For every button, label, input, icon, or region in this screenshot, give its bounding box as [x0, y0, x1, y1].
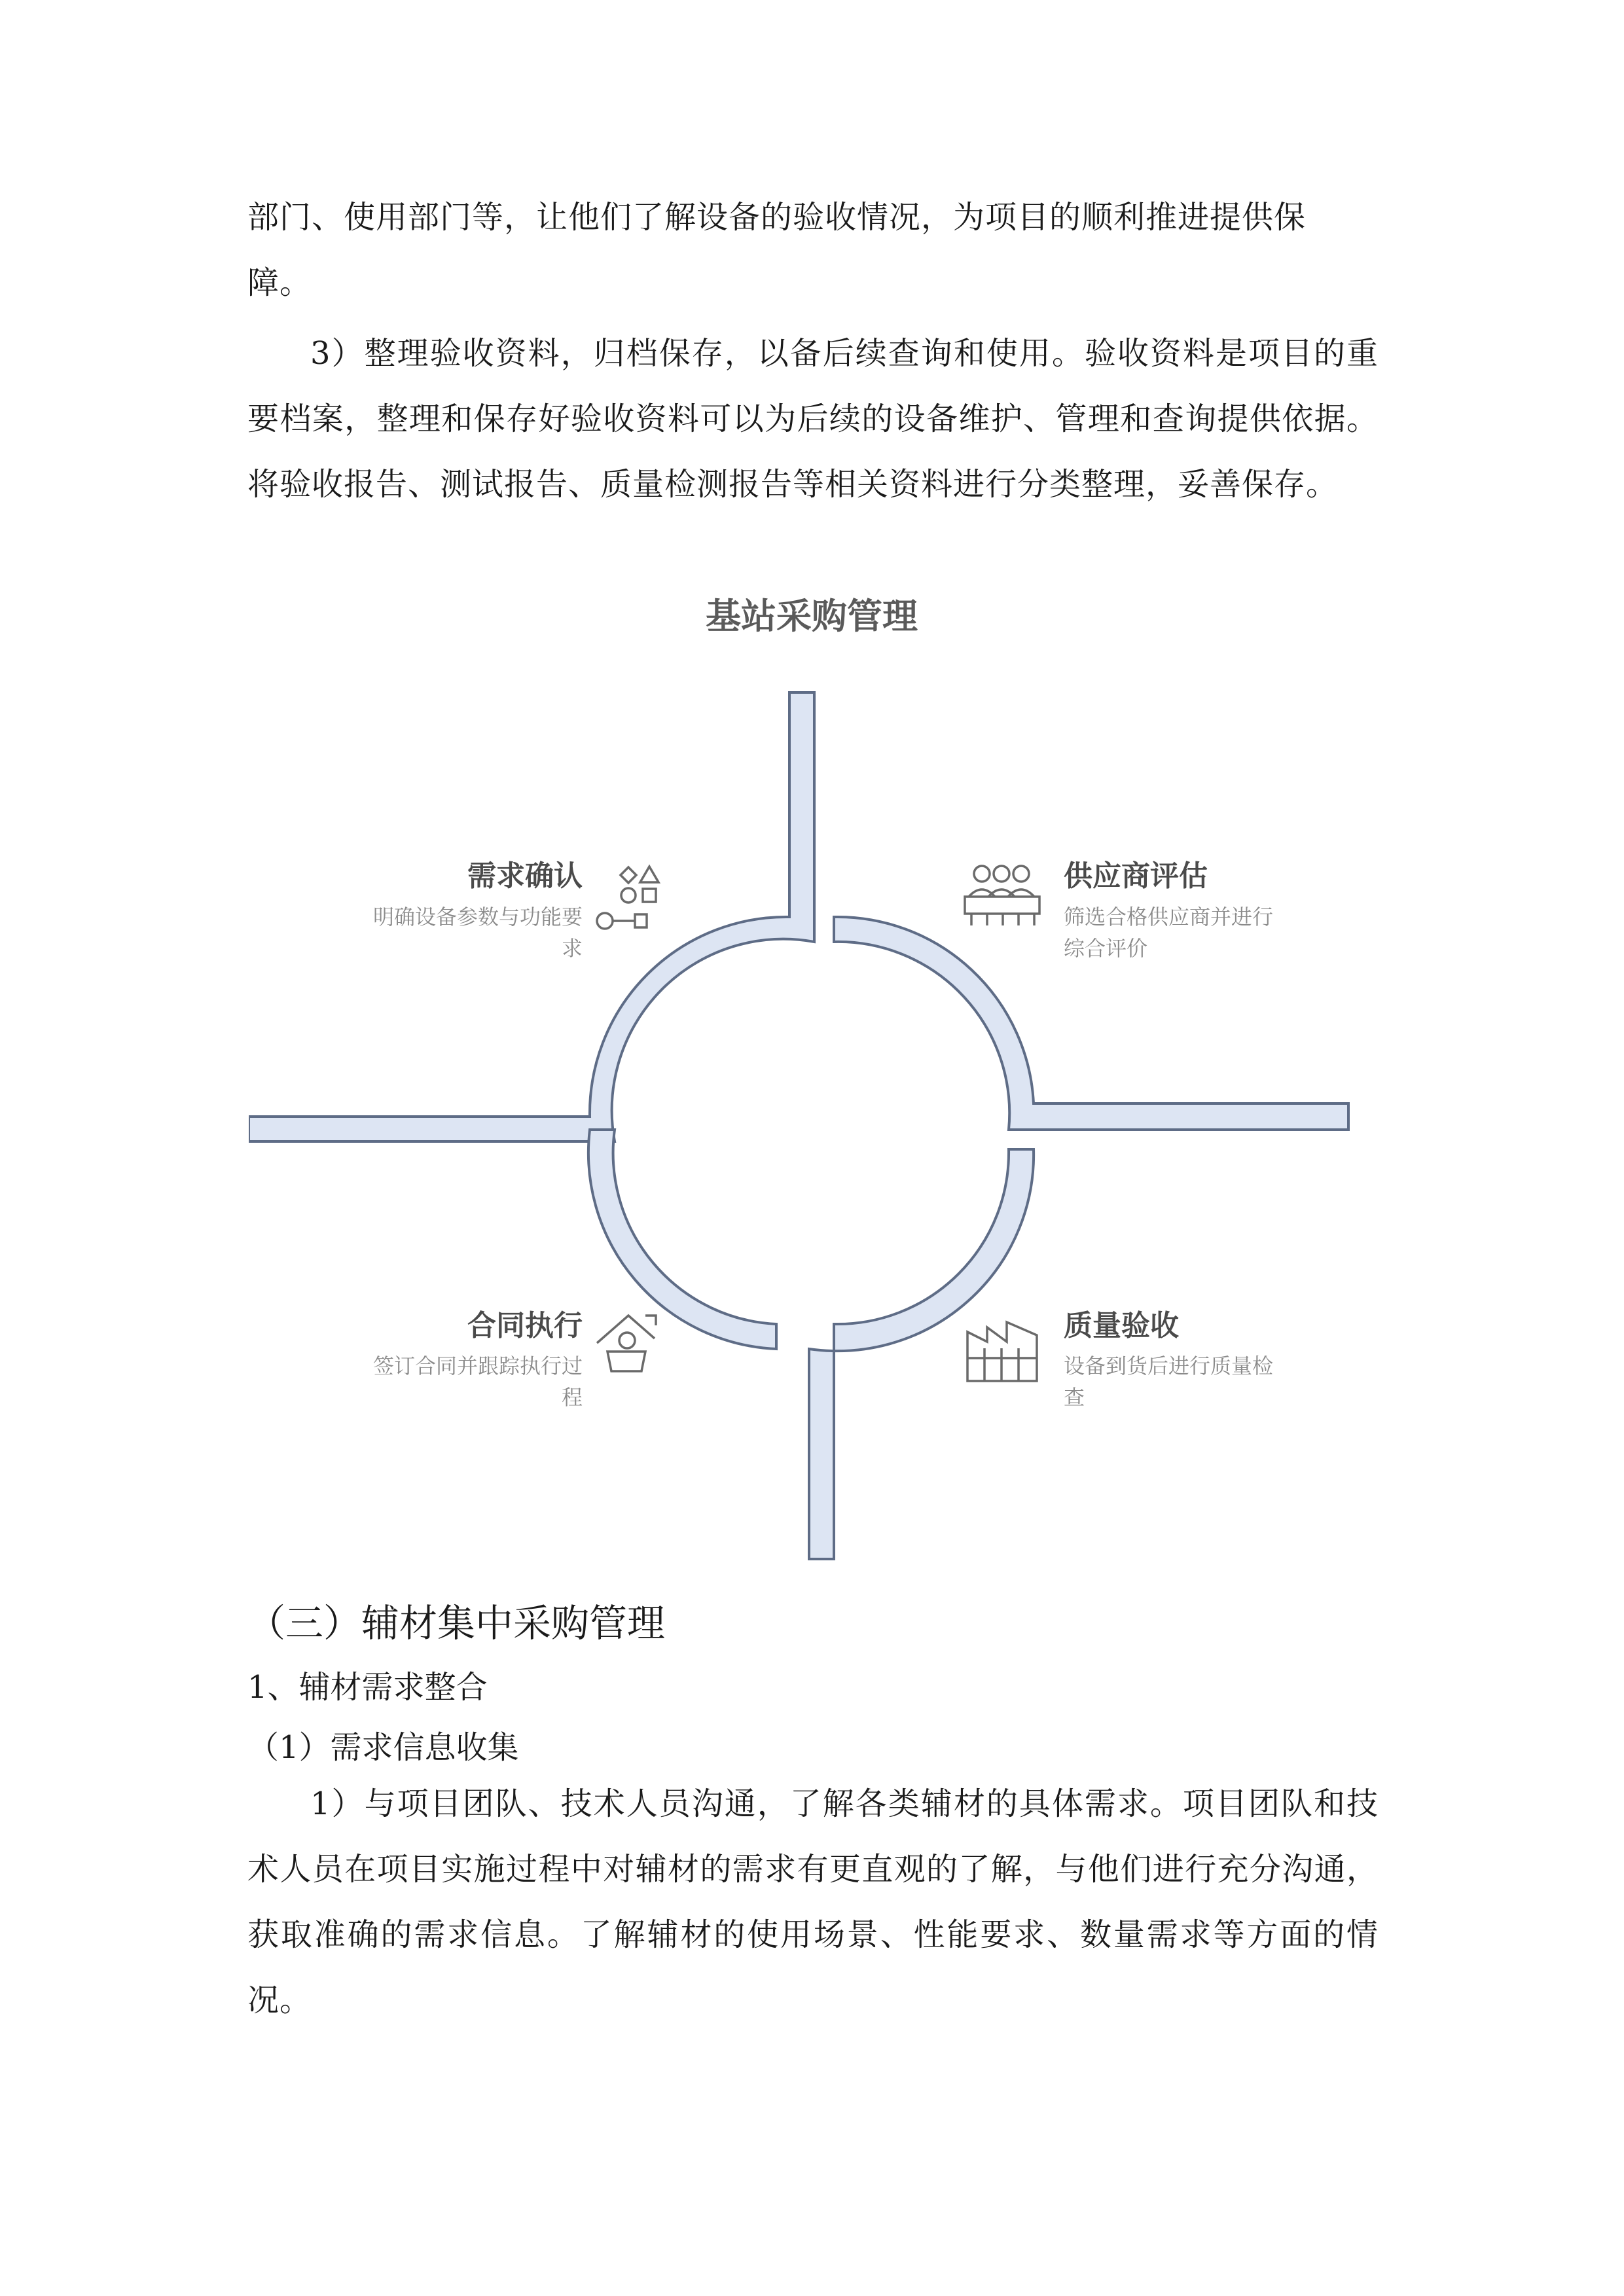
track-bottom-right [809, 1149, 1034, 1559]
stage-desc-line: 求 [561, 936, 583, 961]
stage-requirement-confirmation [373, 859, 659, 961]
stage-label: 质量验收 [1064, 1309, 1179, 1342]
paragraph-requirements: 1）与项目团队、技术人员沟通，了解各类辅材的具体需求。项目团队和技术人员在项目实施过程中对辅材的需求有更直观的了解，与他们进行充分沟通，获取准确的需求信息。了解辅材的使用场景、性能要求、数量需求等方面的情况。 [247, 1785, 1379, 2018]
procurement-cycle-diagram [249, 576, 1375, 1571]
stage-label: 合同执行 [467, 1309, 583, 1342]
stage-desc-line: 明确设备参数与功能要 [372, 905, 583, 929]
stage-desc-line: 程 [561, 1385, 583, 1410]
factory-icon [967, 1322, 1037, 1381]
stage-contract-execution [373, 1309, 656, 1410]
section-heading: （三）辅材集中采购管理 [247, 1601, 666, 1645]
group-people-icon [965, 866, 1039, 925]
stage-desc-line: 设备到货后进行质量检 [1064, 1354, 1274, 1378]
stage-label: 供应商评估 [1064, 859, 1208, 893]
paragraph-archive: 3）整理验收资料，归档保存，以备后续查询和使用。验收资料是项目的重要档案，整理和保存好验收资料可以为后续的设备维护、管理和查询提供依据。将验收报告、测试报告、质量检测报告等相关资料进行分类整理，妥善保存。 [247, 335, 1379, 503]
shapes-key-icon [597, 867, 659, 929]
subsubsection-heading: （1）需求信息收集 [247, 1729, 519, 1766]
paragraph-line: 障。 [247, 264, 312, 301]
diagram-title: 基站采购管理 [706, 596, 918, 637]
paragraph-line: 部门、使用部门等，让他们了解设备的验收情况，为项目的顺利推进提供保 [247, 199, 1307, 236]
person-house-icon [597, 1316, 656, 1371]
stage-supplier-evaluation [965, 859, 1273, 961]
stage-desc-line: 综合评价 [1064, 936, 1148, 961]
stage-label: 需求确认 [467, 859, 583, 893]
track-bottom-left [588, 1130, 776, 1349]
subsection-heading: 1、辅材需求整合 [247, 1669, 488, 1706]
stage-quality-acceptance [967, 1309, 1273, 1410]
paragraph-continuation [247, 185, 1379, 315]
stage-desc-line: 签订合同并跟踪执行过 [372, 1354, 583, 1378]
stage-desc-line: 筛选合格供应商并进行 [1064, 905, 1274, 929]
stage-desc-line: 查 [1064, 1385, 1085, 1410]
